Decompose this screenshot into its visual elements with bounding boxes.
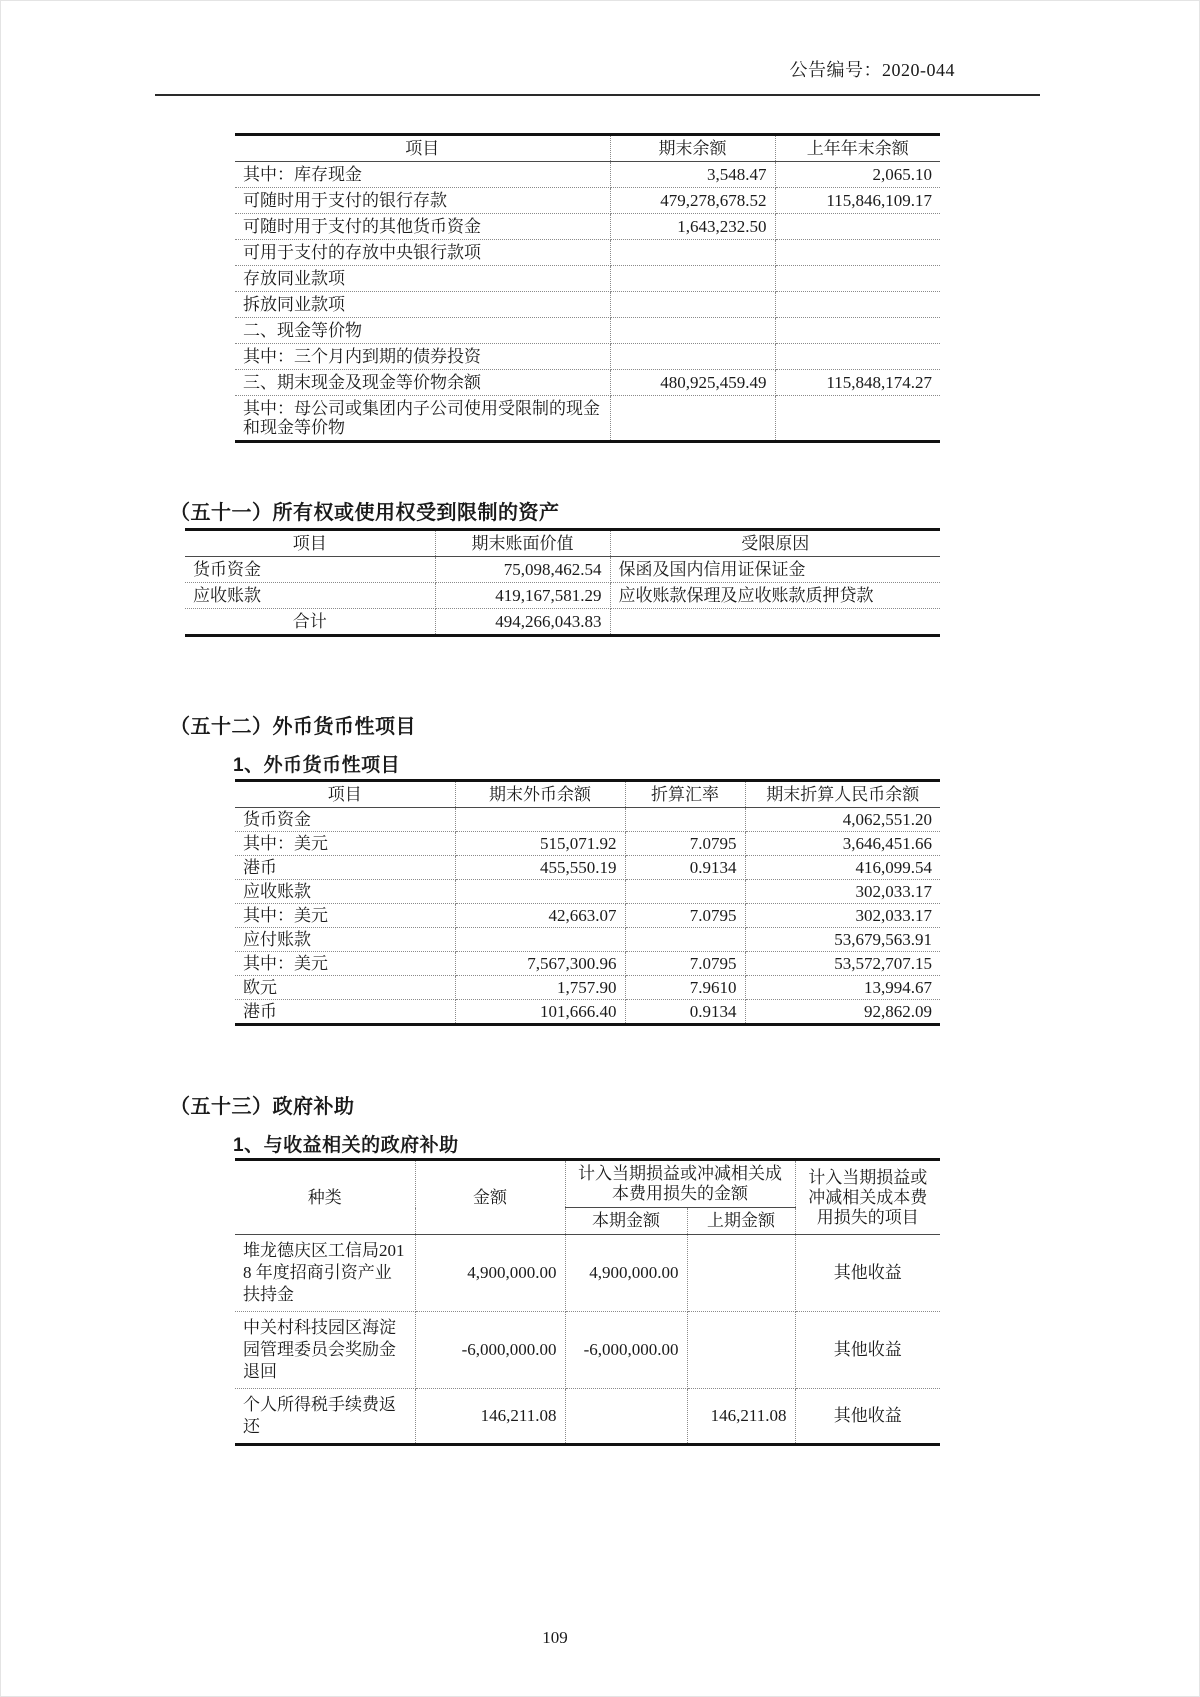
table-cell: 115,848,174.27 [775,370,940,396]
table-cell: 其他收益 [795,1389,940,1445]
table-cell [625,928,745,952]
table-row [235,1389,940,1445]
government-grants-table [235,1158,940,1446]
table-cell: 3,646,451.66 [745,832,940,856]
table-row [235,1000,940,1025]
column-header-item: 项目 [185,530,435,557]
table-cell: 4,900,000.00 [415,1235,565,1312]
table-cell [610,240,775,266]
table-cell: 7.0795 [625,832,745,856]
table-cell: 欧元 [235,976,455,1000]
table-cell [687,1235,795,1312]
table-row [235,808,940,832]
table-cell [775,240,940,266]
table-row [235,1235,940,1312]
table-header-row [235,781,940,808]
table-cell: 可用于支付的存放中央银行款项 [235,240,610,266]
table-row [235,928,940,952]
header-rule [155,94,1040,96]
table-row [185,583,940,609]
table-cell: 应收账款 [185,583,435,609]
table-cell: 1,643,232.50 [610,214,775,240]
column-header-restriction-reason: 受限原因 [610,530,940,557]
table-cell: 应收账款 [235,880,455,904]
table-cell: 75,098,462.54 [435,557,610,583]
table-row [235,318,940,344]
table-cell: 115,846,109.17 [775,188,940,214]
table-cell: 419,167,581.29 [435,583,610,609]
table-cell [775,292,940,318]
table-cell: 其中：库存现金 [235,162,610,188]
table-cell: 101,666.40 [455,1000,625,1025]
foreign-currency-table [235,779,940,1026]
table-cell: 3,548.47 [610,162,775,188]
section-title-52: （五十二）外币货币性项目 [170,716,416,738]
table-cell [775,396,940,442]
table-cell: -6,000,000.00 [565,1312,687,1389]
table-cell: 494,266,043.83 [435,609,610,636]
table-cell: 42,663.07 [455,904,625,928]
table-row [185,557,940,583]
table-cell: 其中：美元 [235,904,455,928]
table-cell: 存放同业款项 [235,266,610,292]
table-cell: 479,278,678.52 [610,188,775,214]
table-cell: 146,211.08 [687,1389,795,1445]
table-cell: 其中：三个月内到期的债券投资 [235,344,610,370]
column-header-pl-item: 计入当期损益或冲减相关成本费用损失的项目 [795,1160,940,1235]
table-row [235,396,940,442]
table-cell: 可随时用于支付的银行存款 [235,188,610,214]
subsection-title-53-1: 1、与收益相关的政府补助 [233,1135,459,1156]
table-row [235,370,940,396]
table-cell [625,808,745,832]
table-cell: 302,033.17 [745,904,940,928]
column-header-pl-amount-group: 计入当期损益或冲减相关成本费用损失的金额 [565,1160,795,1208]
table-cell: 302,033.17 [745,880,940,904]
table-row [235,344,940,370]
table-cell: 4,062,551.20 [745,808,940,832]
table-cell: 0.9134 [625,856,745,880]
column-header-prior-year-balance: 上年年末余额 [775,135,940,162]
table-row [235,904,940,928]
table-cell: 货币资金 [185,557,435,583]
table-cell: 可随时用于支付的其他货币资金 [235,214,610,240]
table-cell [687,1312,795,1389]
table-cell: 其中：美元 [235,832,455,856]
table-row [235,162,940,188]
table-cell: 其中：美元 [235,952,455,976]
subsection-title-52-1: 1、外币货币性项目 [233,755,401,776]
table-cell: 7.9610 [625,976,745,1000]
column-header-rmb-translated-balance: 期末折算人民币余额 [745,781,940,808]
table-cell: 拆放同业款项 [235,292,610,318]
restricted-assets-table [185,528,940,637]
table-cell: 515,071.92 [455,832,625,856]
table-cell: 堆龙德庆区工信局2018 年度招商引资产业扶持金 [235,1235,415,1312]
table-cell [610,609,940,636]
table-cell: 0.9134 [625,1000,745,1025]
table-row [235,266,940,292]
table-cell: 其他收益 [795,1312,940,1389]
table-cell: 其他收益 [795,1235,940,1312]
cash-equivalents-table [235,133,940,443]
table-cell [610,266,775,292]
table-row [235,214,940,240]
column-header-item: 项目 [235,781,455,808]
table-cell [775,214,940,240]
column-header-grant-type: 种类 [235,1160,415,1235]
table-header-row [235,1160,940,1208]
table-cell [455,808,625,832]
table-cell: 53,679,563.91 [745,928,940,952]
column-header-current-period: 本期金额 [565,1208,687,1235]
page-number: 109 [542,1628,568,1647]
table-cell: 其中：母公司或集团内子公司使用受限制的现金和现金等价物 [235,396,610,442]
table-cell: 应付账款 [235,928,455,952]
table-cell: 92,862.09 [745,1000,940,1025]
column-header-prior-period: 上期金额 [687,1208,795,1235]
table-cell: 个人所得税手续费返还 [235,1389,415,1445]
table-cell: 港币 [235,1000,455,1025]
table-cell: 7.0795 [625,904,745,928]
table-cell [455,880,625,904]
table-cell: -6,000,000.00 [415,1312,565,1389]
table-cell-total: 合计 [185,609,435,636]
table-cell [775,266,940,292]
table-cell [625,880,745,904]
column-header-carrying-value: 期末账面价值 [435,530,610,557]
table-cell: 146,211.08 [415,1389,565,1445]
table-cell [775,344,940,370]
table-cell: 4,900,000.00 [565,1235,687,1312]
table-cell [565,1389,687,1445]
column-header-item: 项目 [235,135,610,162]
column-header-amount: 金额 [415,1160,565,1235]
table-row [235,856,940,880]
table-row [235,832,940,856]
table-cell [610,292,775,318]
table-cell: 13,994.67 [745,976,940,1000]
table-row [235,292,940,318]
table-row [235,976,940,1000]
table-cell: 7.0795 [625,952,745,976]
table-row [235,240,940,266]
table-header-row [185,530,940,557]
table-cell: 港币 [235,856,455,880]
table-cell [610,396,775,442]
table-cell: 中关村科技园区海淀园管理委员会奖励金退回 [235,1312,415,1389]
table-cell: 416,099.54 [745,856,940,880]
section-title-51: （五十一）所有权或使用权受到限制的资产 [170,502,560,524]
table-cell [610,318,775,344]
table-cell: 1,757.90 [455,976,625,1000]
table-cell [610,344,775,370]
table-cell: 455,550.19 [455,856,625,880]
section-title-53: （五十三）政府补助 [170,1096,355,1118]
table-cell: 二、现金等价物 [235,318,610,344]
table-header-row [235,135,940,162]
table-cell: 480,925,459.49 [610,370,775,396]
table-cell: 7,567,300.96 [455,952,625,976]
table-row [235,1312,940,1389]
table-row [235,188,940,214]
table-cell [775,318,940,344]
table-cell: 应收账款保理及应收账款质押贷款 [610,583,940,609]
column-header-exchange-rate: 折算汇率 [625,781,745,808]
table-row [235,880,940,904]
column-header-ending-balance: 期末余额 [610,135,775,162]
table-cell: 保函及国内信用证保证金 [610,557,940,583]
table-cell [455,928,625,952]
table-cell: 53,572,707.15 [745,952,940,976]
table-cell: 2,065.10 [775,162,940,188]
table-row [235,952,940,976]
table-cell: 货币资金 [235,808,455,832]
table-cell: 三、期末现金及现金等价物余额 [235,370,610,396]
column-header-fc-ending-balance: 期末外币余额 [455,781,625,808]
table-row [185,609,940,636]
announcement-number: 公告编号：2020-044 [789,60,955,80]
